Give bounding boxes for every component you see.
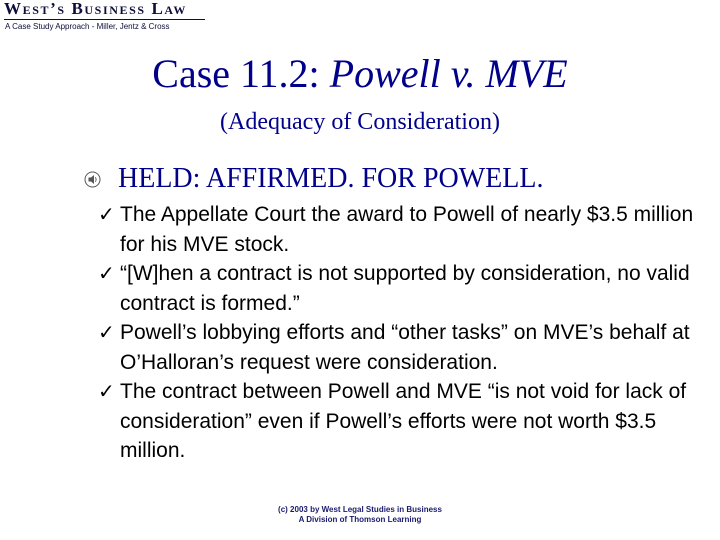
slide-title-case-name: Powell v. MVE xyxy=(329,51,568,96)
slide-title-case: Case 11.2: xyxy=(152,51,330,96)
logo-divider xyxy=(4,19,205,20)
checkmark-icon: ✓ xyxy=(98,202,115,226)
logo-subtitle: A Case Study Approach - Miller, Jentz & Cross xyxy=(5,22,170,31)
copyright-footer xyxy=(0,505,720,525)
copyright-line: (c) 2003 by West Legal Studies in Business xyxy=(278,505,442,514)
checkmark-icon: ✓ xyxy=(98,379,115,403)
slide-subtitle: (Adequacy of Consideration) xyxy=(220,109,500,135)
bullet-item xyxy=(98,377,698,466)
publisher-logo xyxy=(2,0,207,36)
logo-title: West’s Business Law xyxy=(4,0,187,18)
speaker-bullet-icon xyxy=(84,171,101,188)
bullet-item xyxy=(98,259,698,318)
bullet-text: Powell’s lobbying efforts and “other tasks” on MVE’s behalf at O’Halloran’s request were consideration. xyxy=(120,321,690,374)
bullet-item xyxy=(98,318,698,377)
bullet-text: “[W]hen a contract is not supported by consideration, no valid contract is formed.” xyxy=(120,262,690,315)
publisher-division-line: A Division of Thomson Learning xyxy=(298,515,422,524)
held-statement: HELD: AFFIRMED. FOR POWELL. xyxy=(118,163,544,194)
bullet-item xyxy=(98,200,698,259)
checkmark-icon: ✓ xyxy=(98,320,115,344)
bullet-text: The Appellate Court the award to Powell of nearly $3.5 million for his MVE stock. xyxy=(120,203,694,256)
checkmark-icon: ✓ xyxy=(98,261,115,285)
bullet-text: The contract between Powell and MVE “is not void for lack of consideration” even if Powell’s efforts were not worth $3.5 million. xyxy=(120,380,687,462)
slide-title xyxy=(0,50,720,98)
bullet-list xyxy=(98,200,698,466)
